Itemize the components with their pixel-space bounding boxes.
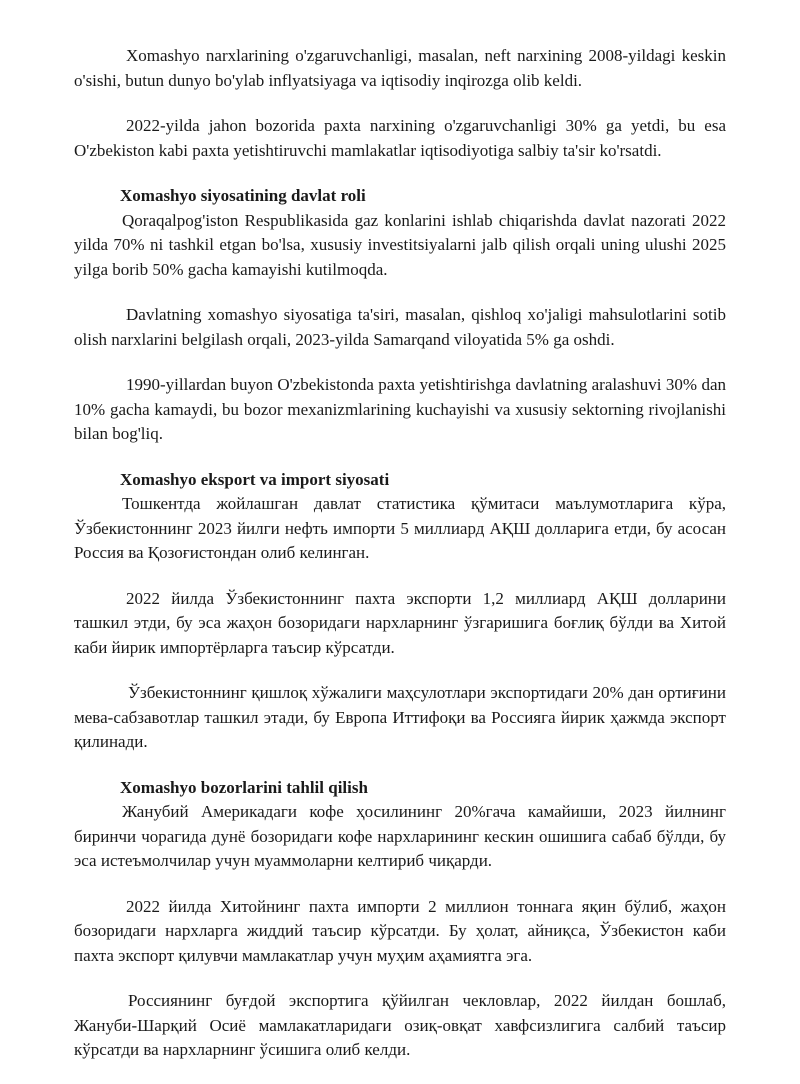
section-paragraph: Россиянинг буғдой экспортига қўйилган чекловлар, 2022 йилдан бошлаб, Жануби-Шарқий Осиё мамлакатларидаги озиқ-овқат хавфсизлигига салбий таъсир кўрсатди ва нархларнинг ўсишига олиб келди. [74, 991, 726, 1059]
intro-paragraph-1: Xomashyo narxlarining o'zgaruvchanligi, masalan, neft narxining 2008-yildagi keskin o'sishi, butun dunyo bo'ylab inflyatsiyaga va iqtisodiy inqirozga olib keldi. [74, 46, 726, 90]
section-state-role [74, 184, 726, 447]
section-paragraph: 2022 йилда Ўзбекистоннинг пахта экспорти 1,2 миллиард АҚШ долларини ташкил этди, бу эса жаҳон бозоридаги нархларнинг ўзгаришига боғлиқ бўлди ва Хитой каби йирик импортёрларга таъсир кўрсатди. [74, 588, 726, 657]
section-paragraph: 2022 йилда Хитойнинг пахта импорти 2 миллион тоннага яқин бўлиб, жаҳон бозоридаги нархларга жиддий таъсир кўрсатди. Бу ҳолат, айниқса, Ўзбекистон каби пахта экспорт қилувчи мамлакатлар учун муҳим аҳамиятга эга. [74, 896, 726, 965]
section-paragraph: 1990-yillardan buyon O'zbekistonda paxta yetishtirishga davlatning aralashuvi 30% dan 10% gacha kamaydi, bu bozor mexanizmlarining kuchayishi va xususiy sektorning rivojlanishi bilan bog'liq. [74, 375, 726, 443]
section-export-import [74, 468, 726, 755]
section-paragraph: Qoraqalpog'iston Respublikasida gaz konlarini ishlab chiqarishda davlat nazorati 2022 yilda 70% ni tashkil etgan bo'lsa, xususiy investitsiyalarni jalb qilish orqali uning ulushi 2025 yilga borib 50% gacha kamayishi kutilmoqda. [74, 210, 726, 279]
section-paragraph: Davlatning xomashyo siyosatiga ta'siri, masalan, qishloq xo'jaligi mahsulotlarini sotib olish narxlarini belgilash orqali, 2023-yilda Samarqand viloyatida 5% ga oshdi. [74, 305, 726, 349]
section-heading: Xomashyo bozorlarini tahlil qilish [120, 777, 368, 797]
section-paragraph: Жанубий Америкадаги кофе ҳосилининг 20%гача камайиши, 2023 йилнинг биринчи чорагида дунё бозоридаги кофе нархларининг кескин ошишига сабаб бўлди, бу эса истеъмолчилар учун муаммоларни келтириб чиқарди. [74, 802, 726, 870]
section-paragraph: Ўзбекистоннинг қишлоқ хўжалиги маҳсулотлари экспортидаги 20% дан ортиғини мева-сабзавотлар ташкил этади, бу Европа Иттифоқи ва Россияга йирик ҳажмда экспорт қилинади. [74, 683, 726, 751]
intro-paragraph-2: 2022-yilda jahon bozorida paxta narxining o'zgaruvchanligi 30% ga yetdi, bu esa O'zbekiston kabi paxta yetishtiruvchi mamlakatlar iqtisodiyotiga salbiy ta'sir ko'rsatdi. [74, 116, 726, 160]
section-heading: Xomashyo siyosatining davlat roli [120, 186, 366, 205]
section-market-analysis [74, 776, 726, 1063]
section-heading: Xomashyo eksport va import siyosati [120, 469, 390, 489]
document-body [74, 44, 726, 1084]
section-paragraph: Тошкентда жойлашган давлат статистика қўмитаси маълумотларига кўра, Ўзбекистоннинг 2023 йилги нефть импорти 5 миллиард АҚШ долларига етди, бу асосан Россия ва Қозоғистондан олиб келинган. [74, 494, 726, 562]
